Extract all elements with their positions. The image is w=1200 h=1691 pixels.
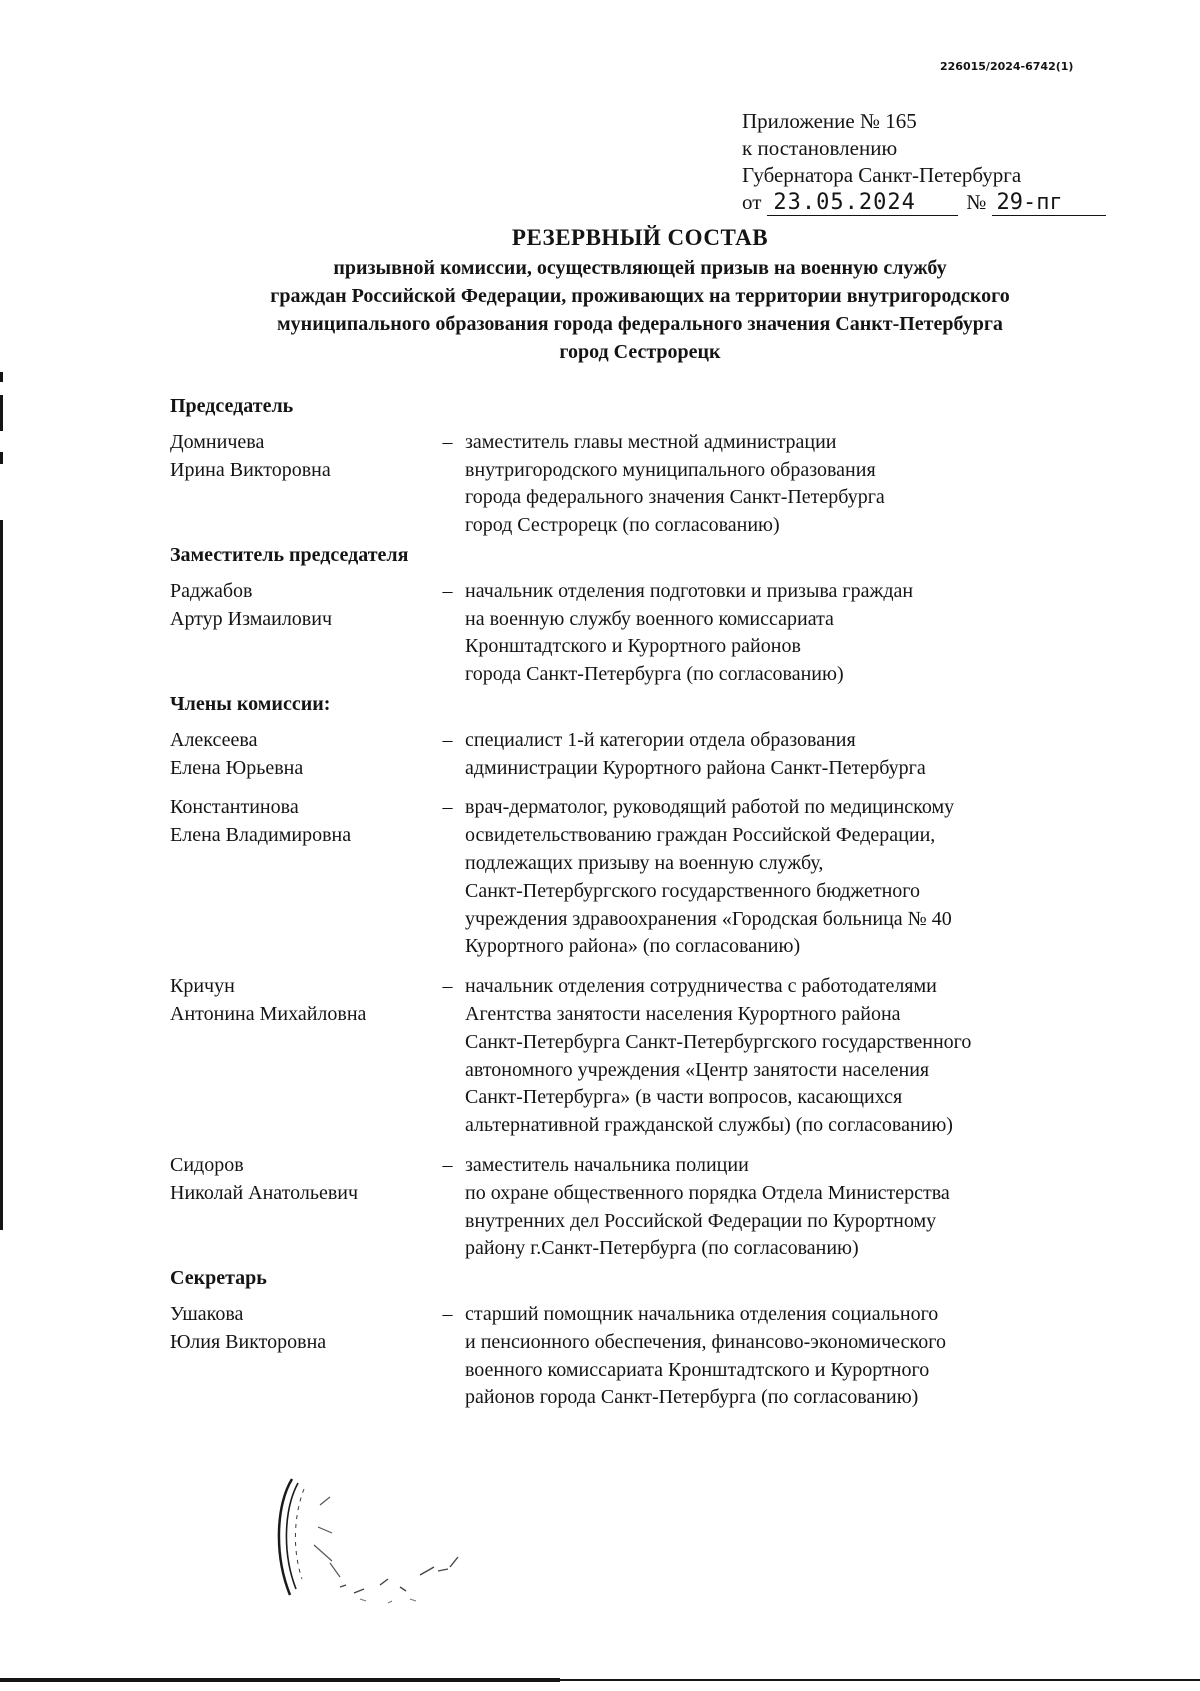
member-entry (170, 727, 1120, 783)
member-given-names: Ирина Викторовна (170, 458, 331, 481)
position-line: город Сестрорецк (по согласованию) (465, 514, 780, 537)
dash-separator: – (442, 975, 453, 998)
position-line: внутригородского муниципального образования (465, 458, 876, 481)
position-line: Агентства занятости населения Курортного района (465, 1002, 901, 1025)
document-title-block (130, 224, 1150, 366)
section-title-deputy: Заместитель председателя (170, 543, 409, 566)
position-line: военного комиссариата Кронштадтского и Курортного (465, 1358, 930, 1381)
subtitle-line: призывной комиссии, осуществляющей призыв на военную службу (333, 257, 947, 279)
position-line: автономного учреждения «Центр занятости населения (465, 1058, 930, 1081)
position-line: Кронштадтского и Курортного районов (465, 635, 801, 658)
member-given-names: Елена Владимировна (170, 824, 352, 847)
position-line: районов города Санкт-Петербурга (по согласованию) (465, 1386, 919, 1409)
member-name (170, 727, 430, 783)
member-position (465, 794, 1120, 961)
member-name (170, 578, 430, 689)
position-line: Санкт-Петербургского государственного бюджетного (465, 879, 921, 902)
dash-separator: – (442, 1302, 453, 1325)
position-line: Санкт-Петербурга» (в части вопросов, касающихся (465, 1086, 903, 1109)
dash-separator: – (442, 1153, 453, 1176)
resolution-number-field: 29-пг (992, 191, 1106, 216)
member-position (465, 578, 1120, 689)
member-name (170, 794, 430, 961)
dash-separator: – (442, 728, 453, 751)
member-surname: Раджабов (170, 579, 253, 602)
scan-edge-mark (0, 452, 3, 464)
dash-separator: – (442, 796, 453, 819)
dash-separator: – (442, 430, 453, 453)
member-position (465, 727, 1120, 783)
member-surname: Кричун (170, 975, 235, 998)
member-entry (170, 1301, 1120, 1412)
member-position (465, 973, 1120, 1140)
member-position (465, 1152, 1120, 1263)
member-surname: Константинова (170, 796, 299, 819)
scan-edge-mark (0, 372, 3, 382)
position-line: заместитель главы местной администрации (465, 430, 837, 453)
page-bottom-edge (560, 1679, 1200, 1681)
position-line: альтернативной гражданской службы) (по согласованию) (465, 1114, 953, 1137)
position-line: города федерального значения Санкт-Петербурга (465, 486, 885, 509)
member-position (465, 429, 1120, 540)
appendix-block (742, 108, 1162, 216)
member-name (170, 973, 430, 1140)
member-name (170, 1301, 430, 1412)
signature-stamp-mark (270, 1475, 510, 1615)
member-entry (170, 973, 1120, 1140)
member-entry (170, 794, 1120, 961)
position-line: и пенсионного обеспечения, финансово-экономического (465, 1330, 946, 1353)
position-line: подлежащих призыву на военную службу, (465, 851, 824, 874)
member-given-names: Артур Измаилович (170, 607, 333, 630)
member-given-names: Антонина Михайловна (170, 1002, 367, 1025)
member-name (170, 429, 430, 540)
position-line: по охране общественного порядка Отдела Министерства (465, 1181, 950, 1204)
member-surname: Домничева (170, 430, 265, 453)
subtitle-line: муниципального образования города федерального значения Санкт-Петербурга (277, 313, 1003, 335)
section-title-members: Члены комиссии: (170, 692, 331, 715)
member-surname: Ушакова (170, 1302, 244, 1325)
appendix-number: Приложение № 165 (742, 109, 917, 133)
position-line: врач-дерматолог, руководящий работой по медицинскому (465, 796, 955, 819)
member-position (465, 1301, 1120, 1412)
member-name (170, 1152, 430, 1263)
member-surname: Алексеева (170, 728, 258, 751)
dash-separator: – (442, 579, 453, 602)
position-line: району г.Санкт-Петербурга (по согласованию) (465, 1237, 859, 1260)
appendix-reference: к постановлению (742, 136, 898, 160)
subtitle-line: город Сестрорецк (559, 341, 721, 363)
position-line: заместитель начальника полиции (465, 1153, 749, 1176)
position-line: города Санкт-Петербурга (по согласованию) (465, 663, 844, 686)
position-line: учреждения здравоохранения «Городская больница № 40 (465, 907, 952, 930)
registration-number: 226015/2024-6742(1) (940, 60, 1074, 73)
member-surname: Сидоров (170, 1153, 244, 1176)
member-entry (170, 578, 1120, 689)
member-given-names: Юлия Викторовна (170, 1330, 327, 1353)
member-given-names: Елена Юрьевна (170, 756, 304, 779)
scan-edge-mark (0, 520, 3, 1230)
section-title-secretary: Секретарь (170, 1267, 267, 1290)
member-entry (170, 1152, 1120, 1263)
scan-edge-mark (0, 395, 3, 431)
page-bottom-edge (0, 1678, 560, 1682)
position-line: специалист 1-й категории отдела образования (465, 728, 856, 751)
position-line: администрации Курортного района Санкт-Петербурга (465, 756, 926, 779)
number-prefix: № (966, 190, 987, 214)
appendix-date-row (742, 189, 1162, 216)
member-given-names: Николай Анатольевич (170, 1181, 359, 1204)
date-field: 23.05.2024 (767, 191, 958, 216)
position-line: Курортного района» (по согласованию) (465, 935, 801, 958)
appendix-issuer: Губернатора Санкт-Петербурга (742, 163, 1022, 187)
position-line: внутренних дел Российской Федерации по Курортному (465, 1209, 937, 1232)
member-entry (170, 429, 1120, 540)
position-line: освидетельствованию граждан Российской Федерации, (465, 824, 936, 847)
commission-roster (170, 393, 1120, 1412)
document-subtitle (130, 254, 1150, 366)
position-line: старший помощник начальника отделения социального (465, 1302, 939, 1325)
position-line: начальник отделения сотрудничества с работодателями (465, 975, 937, 998)
date-prefix: от (742, 190, 762, 214)
position-line: на военную службу военного комиссариата (465, 607, 834, 630)
document-title: РЕЗЕРВНЫЙ СОСТАВ (511, 225, 769, 250)
position-line: начальник отделения подготовки и призыва граждан (465, 579, 914, 602)
position-line: Санкт-Петербурга Санкт-Петербургского государственного (465, 1030, 972, 1053)
subtitle-line: граждан Российской Федерации, проживающих на территории внутригородского (270, 285, 1010, 307)
section-title-chairman: Председатель (170, 395, 294, 417)
